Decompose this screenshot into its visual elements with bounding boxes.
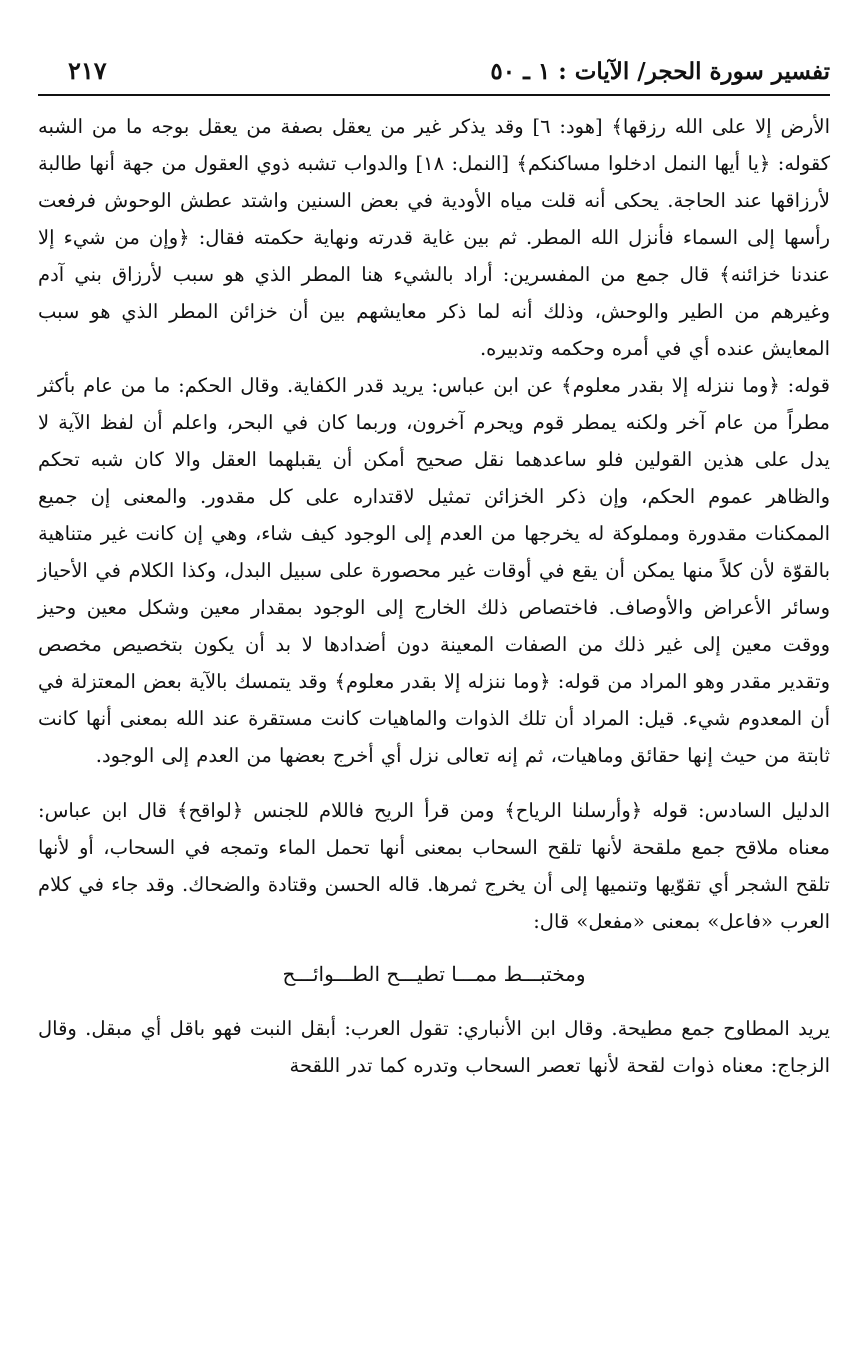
paragraph-3: الدليل السادس: قوله ﴿وأرسلنا الرياح﴾ ومن قرأ الريح فاللام للجنس ﴿لواقح﴾ قال ابن عباس: معناه ملاقح جمع ملقحة لأنها تلقح السحاب بمعنى أنها تحمل الماء وتمجه في السحاب، أو لأنها تلقح الشجر أي تقوّيها وتنميها إلى أن يخرج ثمرها. قاله الحسن وقتادة والضحاك. وقد جاء في كلام العرب «فاعل» بمعنى «مفعل» قال: <box>38 799 830 933</box>
page-number: ٢١٧ <box>68 56 107 85</box>
poetry-verse: ومختبـــط ممـــا تطيـــح الطـــوائـــح <box>282 962 586 986</box>
running-title: تفسير سورة الحجر/ الآيات : ١ ـ ٥٠ <box>490 58 830 85</box>
paragraph-4: يريد المطاوح جمع مطيحة. وقال ابن الأنباري: تقول العرب: أبقل النبت فهو باقل أي مبقل. وقال الزجاج: معناه ذوات لقحة لأنها تعصر السحاب وتدره كما تدر اللقحة <box>38 1017 830 1077</box>
paragraph-2: قوله: ﴿وما ننزله إلا بقدر معلوم﴾ عن ابن عباس: يريد قدر الكفاية. وقال الحكم: ما من عام بأكثر مطراً من عام آخر ولكنه يمطر قوم ويحرم آخرون، وربما كان في البحر، واعلم أن لفظ الآية لا يدل على هذين القولين فلو ساعدهما نقل صحيح أمكن أن يقبلهما العقل والا كان شبه تحكم والظاهر عموم الحكم، وإن ذكر الخزائن تمثيل لاقتداره على كل مقدور. والمعنى إن جميع الممكنات مقدورة ومملوكة له يخرجها من العدم إلى الوجود كيف شاء، وهي إن كانت غير متناهية بالقوّة لأن كلاً منها يمكن أن يقع في أوقات غير محصورة على سبيل البدل، وكذا الكلام في الأحياز وسائر الأعراض والأوصاف. فاختصاص ذلك الخارج إلى الوجود بمقدار معين وشكل معين وحيز ووقت معين إلى غير ذلك من الصفات المعينة دون أضدادها لا بد أن يكون بتخصيص مخصص وتقدير مقدر وهو المراد من قوله: ﴿وما ننزله إلا بقدر معلوم﴾ وقد يتمسك بالآية بعض المعتزلة في أن المعدوم شيء. قيل: المراد أن تلك الذوات والماهيات كانت مستقرة عند الله بمعنى أنها كانت ثابتة من حيث إنها حقائق وماهيات، ثم إنه تعالى نزل أي أخرج بعضها من العدم إلى الوجود. <box>38 374 830 767</box>
page-header <box>38 52 830 96</box>
document-page <box>38 52 830 1084</box>
paragraph-1: الأرض إلا على الله رزقها﴾ [هود: ٦] وقد يذكر غير من يعقل بصفة من يعقل بوجه ما من الشبه كقوله: ﴿يا أيها النمل ادخلوا مساكنكم﴾ [النمل: ١٨] والدواب تشبه ذوي العقول من جهة أنها طالبة لأرزاقها عند الحاجة. يحكى أنه قلت مياه الأودية في بعض السنين واشتد عطش الوحوش فرفعت رأسها إلى السماء فأنزل الله المطر. ثم بين غاية قدرته ونهاية حكمته فقال: ﴿وإن من شيء إلا عندنا خزائنه﴾ قال جمع من المفسرين: أراد بالشيء هنا المطر الذي هو سبب لأرزاق بني آدم وغيرهم من الطير والوحش، وذلك أنه لما ذكر معايشهم بين أن خزائن المطر الذي هو سبب المعايش عنده أي في أمره وحكمه وتدبيره. <box>38 115 830 360</box>
